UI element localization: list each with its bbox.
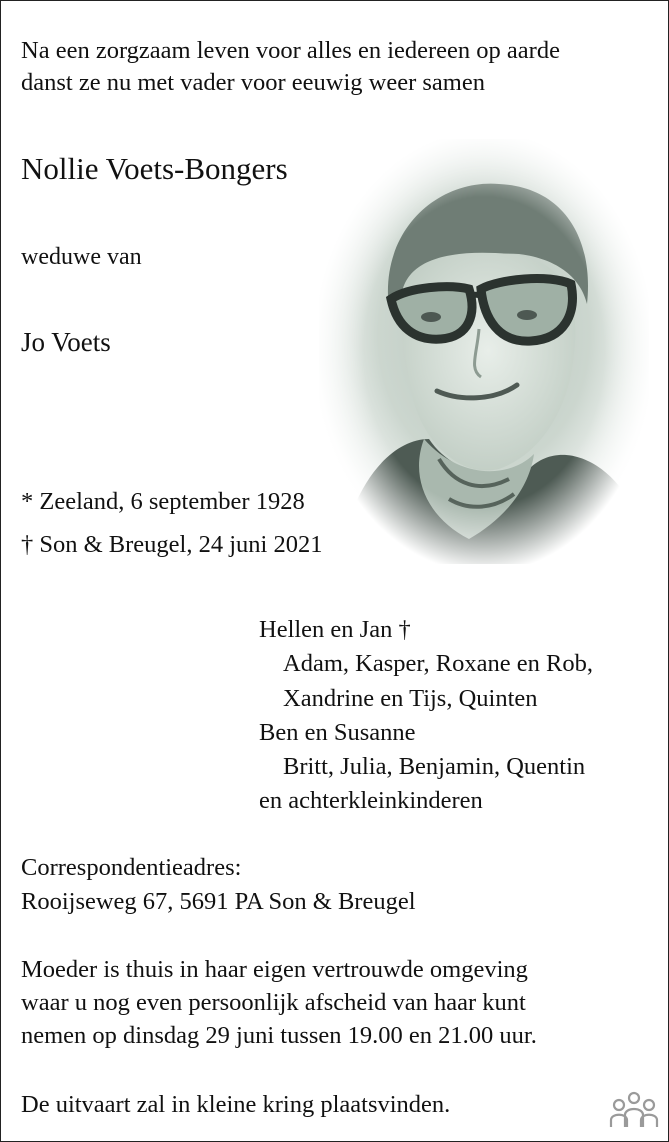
family-line: Ben en Susanne <box>259 718 416 746</box>
family-line: en achterkleinkinderen <box>259 787 483 815</box>
family-line: Xandrine en Tijs, Quinten <box>283 684 538 712</box>
people-logo-icon <box>608 1091 660 1129</box>
family-list <box>259 613 593 819</box>
intro-poem <box>21 35 560 99</box>
correspondence-address: Rooijseweg 67, 5691 PA Son & Breugel <box>21 888 416 915</box>
correspondence-block <box>21 851 416 919</box>
death-date: † Son & Breugel, 24 juni 2021 <box>21 531 323 558</box>
intro-line: Na een zorgzaam leven voor alles en iedereen op aarde <box>21 37 560 64</box>
visitation-line: nemen op dinsdag 29 juni tussen 19.00 en 21.00 uur. <box>21 1022 537 1049</box>
spouse-name: Jo Voets <box>21 327 111 357</box>
intro-line: danst ze nu met vader voor eeuwig weer samen <box>21 69 485 96</box>
family-line: Hellen en Jan † <box>259 616 411 643</box>
deceased-name: Nollie Voets-Bongers <box>21 151 288 186</box>
correspondence-label: Correspondentieadres: <box>21 854 242 881</box>
visitation-line: Moeder is thuis in haar eigen vertrouwde omgeving <box>21 956 528 983</box>
portrait-photo <box>319 139 649 564</box>
visitation-line: waar u nog even persoonlijk afscheid van haar kunt <box>21 989 526 1016</box>
relation-label: weduwe van <box>21 244 142 270</box>
family-line: Britt, Julia, Benjamin, Quentin <box>283 753 586 781</box>
birth-date: * Zeeland, 6 september 1928 <box>21 488 305 515</box>
funeral-note: De uitvaart zal in kleine kring plaatsvinden. <box>21 1091 451 1118</box>
family-line: Adam, Kasper, Roxane en Rob, <box>283 650 593 678</box>
visitation-block <box>21 953 537 1052</box>
